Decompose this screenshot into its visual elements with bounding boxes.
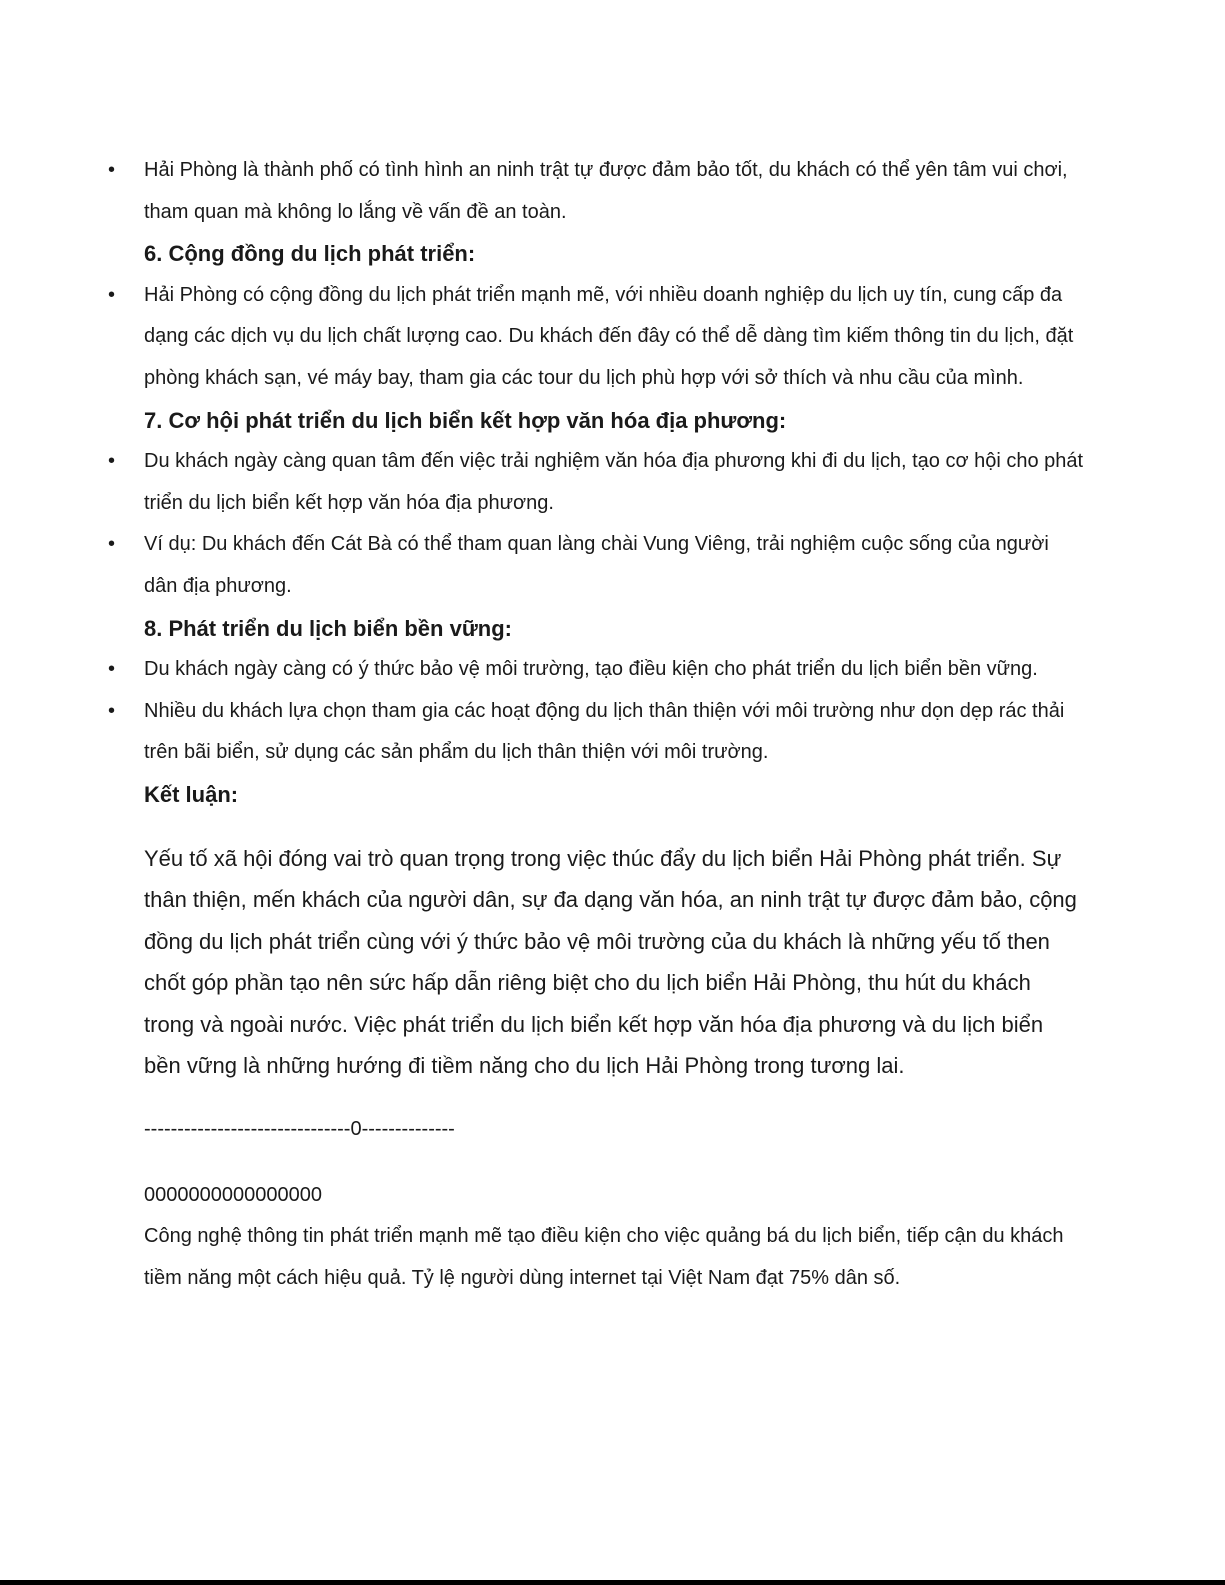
text-divider: -------------------------------0-------------- bbox=[144, 1118, 455, 1141]
body-paragraph: Công nghệ thông tin phát triển mạnh mẽ tạo điều kiện cho việc quảng bá du lịch biển, tiếp cận du khách tiềm năng một cách hiệu quả. Tỷ lệ người dùng internet tại Việt Nam đạt 75% dân số. bbox=[144, 1225, 1064, 1289]
list-item bbox=[108, 524, 1084, 607]
bullet-icon: • bbox=[108, 658, 116, 681]
list-item-text: Hải Phòng có cộng đồng du lịch phát triển mạnh mẽ, với nhiều doanh nghiệp du lịch uy tín, cung cấp đa dạng các dịch vụ du lịch chất lượng cao. Du khách đến đây có thể dễ dàng tìm kiếm thông tin du lịch, đặt phòng khách sạn, vé máy bay, tham gia các tour du lịch phù hợp với sở thích và nhu cầu của mình. bbox=[144, 283, 1074, 389]
list-item-text: Du khách ngày càng có ý thức bảo vệ môi trường, tạo điều kiện cho phát triển du lịch biển bền vững. bbox=[144, 658, 1038, 681]
conclusion-heading: Kết luận: bbox=[144, 781, 239, 807]
document-content bbox=[108, 150, 1084, 1299]
section-heading: 8. Phát triển du lịch biển bền vững: bbox=[144, 615, 512, 641]
bullet-icon: • bbox=[108, 283, 116, 306]
list-item bbox=[108, 150, 1084, 233]
bullet-icon: • bbox=[108, 699, 116, 722]
list-item-text: Nhiều du khách lựa chọn tham gia các hoạt động du lịch thân thiện với môi trường như dọn dẹp rác thải trên bãi biển, sử dụng các sản phẩm du lịch thân thiện với môi trường. bbox=[144, 699, 1065, 764]
bullet-icon: • bbox=[108, 450, 116, 473]
list-item bbox=[108, 275, 1084, 400]
bullet-icon: • bbox=[108, 159, 116, 181]
list-item bbox=[108, 441, 1084, 524]
list-item bbox=[108, 691, 1084, 774]
list-item bbox=[108, 649, 1084, 691]
list-item-text: Hải Phòng là thành phố có tình hình an ninh trật tự được đảm bảo tốt, du khách có thể yên tâm vui chơi, tham quan mà không lo lắng về vấn đề an toàn. bbox=[144, 159, 1068, 223]
list-item-text: Ví dụ: Du khách đến Cát Bà có thể tham quan làng chài Vung Viêng, trải nghiệm cuộc sống của người dân địa phương. bbox=[144, 533, 1049, 597]
section-heading: 6. Cộng đồng du lịch phát triển: bbox=[144, 241, 476, 267]
list-item-text: Du khách ngày càng quan tâm đến việc trải nghiệm văn hóa địa phương khi đi du lịch, tạo cơ hội cho phát triển du lịch biển kết hợp văn hóa địa phương. bbox=[144, 450, 1084, 514]
page-bottom-border bbox=[0, 1580, 1225, 1585]
conclusion-paragraph: Yếu tố xã hội đóng vai trò quan trọng trong việc thúc đẩy du lịch biển Hải Phòng phát triển. Sự thân thiện, mến khách của người dân, sự đa dạng văn hóa, an ninh trật tự được đảm bảo, cộng đồng du lịch phát triển cùng với ý thức bảo vệ môi trường của du khách là những yếu tố then chốt góp phần tạo nên sức hấp dẫn riêng biệt cho du lịch biển Hải Phòng, thu hút du khách trong và ngoài nước. Việc phát triển du lịch biển kết hợp văn hóa địa phương và du lịch biển bền vững là những hướng đi tiềm năng cho du lịch Hải Phòng trong tương lai. bbox=[144, 845, 1077, 1079]
section-heading: 7. Cơ hội phát triển du lịch biển kết hợp văn hóa địa phương: bbox=[144, 407, 787, 433]
bullet-icon: • bbox=[108, 533, 116, 556]
zeros-line: 0000000000000000 bbox=[144, 1183, 322, 1206]
